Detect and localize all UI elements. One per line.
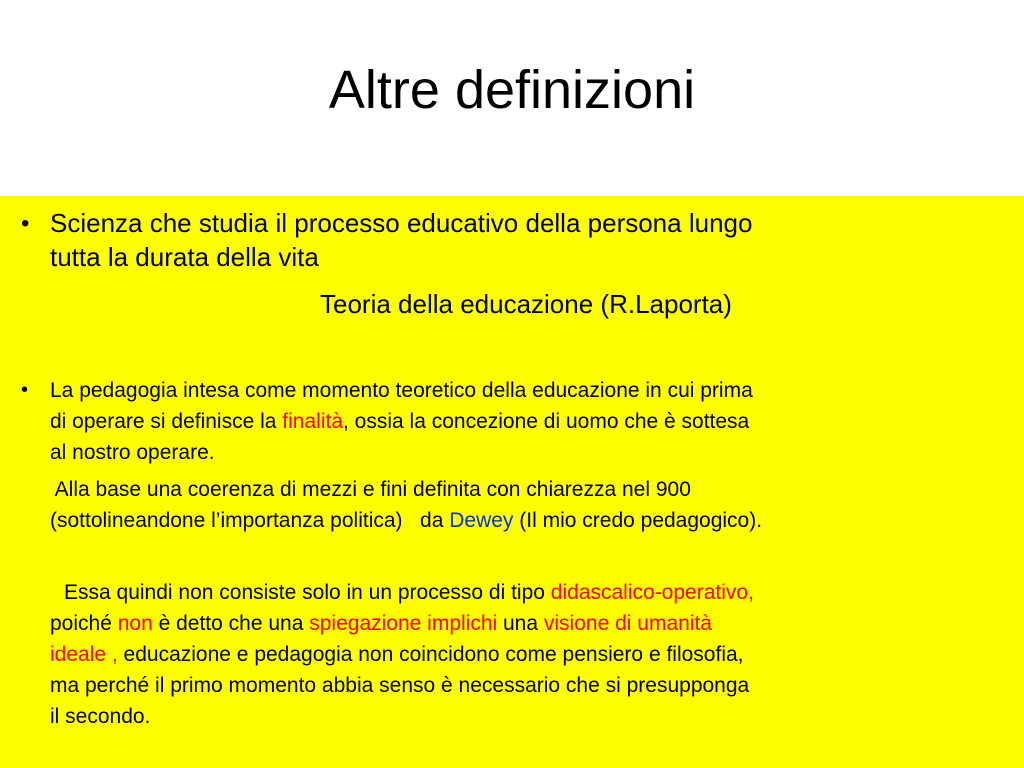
highlight-ideale: ideale , [50,643,118,666]
definition-2-paragraph-3 [50,577,1015,732]
content-area [0,196,1024,768]
highlight-finalita: finalità [282,410,343,433]
highlight-didascalico: didascalico-operativo, [550,581,754,604]
text-segment: (sottolineandone l’importanza politica) da [50,509,450,532]
highlight-visione: visione di umanità [543,612,712,635]
paragraph-3-line-3 [50,639,1015,670]
bullet-2: • [21,379,29,401]
bullet-1: • [21,210,30,237]
text-segment: di operare si definisce la [50,410,283,433]
slide-title: Altre definizioni [328,60,696,120]
definition-2-line-1: La pedagogia intesa come momento teoretico della educazione in cui prima [50,379,753,402]
highlight-dewey: Dewey [449,509,514,532]
definition-2-line-2 [50,406,1015,437]
definition-1-line-1: Scienza che studia il processo educativo della persona lungo [50,208,753,238]
text-segment: (Il mio credo pedagogico). [513,509,763,532]
paragraph-3-line-2 [50,608,1015,639]
text-segment: poiché [50,612,118,635]
text-segment: educazione e pedagogia non coincidono come pensiero e filosofia, [117,643,744,666]
definition-1 [50,206,1015,274]
paragraph-3-line-1 [50,577,1015,608]
paragraph-3-line-4: ma perché il primo momento abbia senso è necessario che si presupponga [50,674,750,697]
paragraph-2-line-2 [50,505,1015,536]
paragraph-3-line-5: il secondo. [50,705,151,728]
definition-2-line-3: al nostro operare. [50,441,215,464]
text-segment: Essa quindi non consiste solo in un processo di tipo [64,581,551,604]
definition-1-citation: Teoria della educazione (R.Laporta) [320,289,732,319]
text-segment: è detto che una [152,612,310,635]
paragraph-2-line-1: Alla base una coerenza di mezzi e fini definita con chiarezza nel 900 [50,478,691,501]
definition-2 [50,375,1015,468]
highlight-non: non [117,612,153,635]
highlight-spiegazione: spiegazione implichi [309,612,498,635]
definition-1-line-2: tutta la durata della vita [50,242,319,272]
definition-2-paragraph-2 [50,474,1015,536]
text-segment: una [497,612,544,635]
text-segment: , ossia la concezione di uomo che è sottesa [343,410,750,433]
